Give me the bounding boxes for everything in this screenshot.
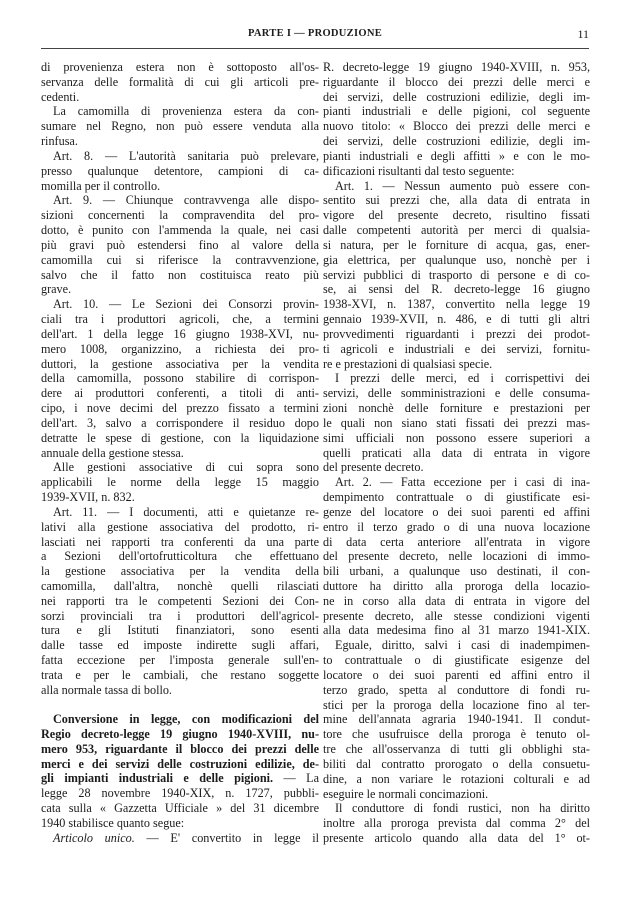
line-text: zioni nonchè delle forniture e prestazioni per	[323, 401, 590, 416]
text-line	[41, 757, 319, 772]
text-line	[323, 164, 590, 179]
text-line	[323, 60, 590, 75]
text-line	[323, 683, 590, 698]
paragraph-gap	[41, 698, 319, 713]
line-text: eseguire le normali concimazioni.	[323, 786, 489, 801]
line-text: terzo grado, spetta al conduttore di fondi ru-	[323, 682, 590, 697]
line-text: grave.	[41, 282, 72, 297]
line-text: dei servizi, delle costruzioni edilizie, degli im-	[323, 134, 590, 149]
header-rule	[41, 48, 589, 49]
text-line	[323, 653, 590, 668]
line-text: cipo, i nove decimi del prezzo fissato a termini	[41, 401, 319, 416]
bold-heading-text: gli impianti industriali e delle pigioni.	[41, 771, 274, 786]
line-text: gennaio 1939-XVII, n. 486, e di tutti gli altri	[323, 312, 590, 327]
text-line	[41, 801, 319, 816]
text-line	[323, 668, 590, 683]
line-text: riguardante il blocco dei prezzi delle merci e	[323, 74, 590, 89]
text-line	[41, 119, 319, 134]
text-line	[323, 193, 590, 208]
text-line	[323, 179, 590, 194]
text-line	[323, 401, 590, 416]
text-line	[323, 119, 590, 134]
line-text: pianti industriali e degli affitti » e con le mo-	[323, 148, 590, 163]
text-line	[323, 623, 590, 638]
line-text: del presente decreto.	[323, 460, 424, 475]
text-line	[323, 446, 590, 461]
text-line	[323, 312, 590, 327]
text-line	[41, 431, 319, 446]
line-text: duttori, la gestione associativa per la vendita	[41, 356, 319, 371]
text-line	[41, 535, 319, 550]
text-line	[323, 297, 590, 312]
line-text: se, ai sensi del R. decreto-legge 16 giugno	[323, 282, 590, 297]
text-line	[41, 742, 319, 757]
line-text: Art. 2. — Fatta eccezione per i casi di ina-	[335, 475, 590, 490]
line-text: Regio decreto-legge 19 giugno 1940-XVIII, nu-	[41, 726, 319, 741]
text-line	[41, 149, 319, 164]
text-line	[41, 401, 319, 416]
line-text: camomilla cui si riferisce la contravvenzione,	[41, 252, 319, 267]
line-text: salvo che il fatto non costituisca reato più	[41, 267, 319, 282]
line-text: dine, a non variare le rotazioni colturali e ad	[323, 771, 590, 786]
text-line	[323, 831, 590, 846]
line-text: di data certa anteriore all'entrata in vigore	[323, 534, 590, 549]
line-text: entro il terzo grado o di una nuova locazione	[323, 519, 590, 534]
line-text: sumare nel Regno, non può essere venduta alla	[41, 119, 319, 134]
line-text: Eguale, diritto, salvi i casi di inadempimen-	[335, 638, 590, 653]
line-text: duttore ha diritto alla proroga della locazio-	[323, 578, 590, 593]
text-line	[41, 238, 319, 253]
line-text: momilla per il controllo.	[41, 178, 161, 193]
text-line	[41, 104, 319, 119]
text-line	[41, 623, 319, 638]
line-text: ne in corso alla data di entrata in vigore del	[323, 593, 590, 608]
line-text: legge 28 novembre 1940-XIX, n. 1727, pubbli-	[41, 786, 319, 801]
line-text: mine dell'annata agraria 1940-1941. Il condut-	[323, 712, 590, 727]
text-line	[41, 223, 319, 238]
line-text: applicabili le norme della legge 15 maggio	[41, 475, 319, 490]
text-line	[41, 816, 319, 831]
text-line	[323, 505, 590, 520]
line-text: Conversione in legge, con modificazioni del	[53, 712, 319, 727]
text-line	[41, 771, 319, 786]
text-line	[41, 282, 319, 297]
line-text: cedenti.	[41, 89, 80, 104]
text-line	[323, 801, 590, 816]
text-line	[323, 460, 590, 475]
text-line	[41, 683, 319, 698]
line-text: servanza delle formalità di cui gli articoli pre-	[41, 74, 319, 89]
line-text: di provenienza estera non è sottoposto all'os-	[41, 60, 319, 74]
line-text: Art. 10. — Le Sezioni dei Consorzi provin-	[53, 297, 319, 312]
right-column	[323, 60, 590, 846]
text-line	[41, 505, 319, 520]
line-text: Alle gestioni associative di cui sopra sono	[53, 460, 319, 475]
line-text: locatore o dei suoi parenti ed affini entro il	[323, 667, 590, 682]
line-text: della camomilla, possono stabilire di corrispon-	[41, 371, 319, 386]
text-line	[41, 297, 319, 312]
text-line	[41, 342, 319, 357]
line-text: La camomilla di provenienza estera da con-	[53, 104, 319, 119]
text-line	[41, 268, 319, 283]
line-text: re e prestazioni di qualsiasi specie.	[323, 356, 493, 371]
text-line	[41, 549, 319, 564]
line-text: gia elettrica, per qualunque uso, nonchè per i	[323, 252, 590, 267]
text-line	[41, 520, 319, 535]
text-line	[323, 208, 590, 223]
text-line	[41, 490, 319, 505]
text-line	[323, 757, 590, 772]
line-text: Art. 11. — I documenti, atti e quietanze re-	[53, 504, 319, 519]
text-line	[41, 60, 319, 75]
line-text: stici per la proroga della locazione fino al ter-	[323, 697, 590, 712]
text-line	[41, 831, 319, 846]
text-line	[323, 149, 590, 164]
text-line	[323, 609, 590, 624]
text-line	[323, 327, 590, 342]
line-text: del presente decreto, nelle locazioni di immo-	[323, 549, 590, 564]
line-text: detratte le spese di gestione, con la liquidazione	[41, 430, 319, 445]
text-line	[323, 475, 590, 490]
line-text: fatta eccezione per l'imposta generale sull'en-	[41, 653, 319, 668]
text-line	[323, 772, 590, 787]
line-text: rinfusa.	[41, 134, 78, 149]
line-text: tore che usufruisce della proroga è tenuto ol-	[323, 727, 590, 742]
text-line	[323, 268, 590, 283]
text-line	[41, 253, 319, 268]
line-text: le quali non siano stati fissati dei prezzi mas-	[323, 415, 590, 430]
page-number: 11	[577, 27, 589, 41]
line-text: nuovo titolo: « Blocco dei prezzi delle merci e	[323, 119, 590, 134]
text-line	[323, 90, 590, 105]
text-line	[323, 490, 590, 505]
line-text: dificazioni risultanti dal testo seguente:	[323, 163, 515, 178]
line-text: merci e dei servizi delle costruzioni edilizie, de-	[41, 756, 319, 771]
line-text: 1940 stabilisce quanto segue:	[41, 815, 185, 830]
text-line	[323, 520, 590, 535]
line-text: presente decreto, alle stesse condizioni vigenti	[323, 608, 590, 623]
line-text: lasciati nei rapporti tra conferenti da una parte	[41, 534, 319, 549]
line-text: Il conduttore di fondi rustici, non ha diritto	[335, 801, 590, 816]
text-line	[323, 75, 590, 90]
line-text: lativi alla gestione associativa del prodotto, ri-	[41, 519, 319, 534]
running-header	[41, 28, 589, 44]
line-text: dalle competenti autorità per merci di qualsia-	[323, 223, 590, 238]
text-line	[41, 638, 319, 653]
line-text: trata e per le cambiali, che restano soggette	[41, 667, 319, 682]
text-line	[323, 282, 590, 297]
text-line	[323, 787, 590, 802]
text-line	[323, 712, 590, 727]
text-line	[323, 698, 590, 713]
text-line	[323, 816, 590, 831]
line-text: tura e gli Istituti finanziatori, sono esenti	[41, 623, 319, 638]
line-text: genze del locatore o dei suoi parenti ed affini	[323, 504, 590, 519]
line-text: Art. 9. — Chiunque contravvenga alle dispo-	[53, 193, 319, 208]
line-text: I prezzi delle merci, ed i corrispettivi dei	[335, 371, 590, 386]
line-text: cata sulla « Gazzetta Ufficiale » del 31 dicembre	[41, 801, 319, 816]
text-line	[41, 786, 319, 801]
text-line	[41, 208, 319, 223]
running-header-title: PARTE I — PRODUZIONE	[247, 28, 383, 39]
text-line	[41, 653, 319, 668]
text-line	[41, 609, 319, 624]
line-text: sizioni concernenti la compravendita del pro-	[41, 208, 319, 223]
text-line	[323, 535, 590, 550]
text-line	[41, 312, 319, 327]
line-text: simi ufficiali non possono essere superiori a	[323, 430, 590, 445]
text-line	[323, 386, 590, 401]
text-line	[41, 371, 319, 386]
line-text: — La	[273, 771, 319, 786]
line-text: presso qualunque detentore, campioni di ca-	[41, 163, 319, 178]
line-text: annuale della gestione stessa.	[41, 445, 184, 460]
line-text: mero 1008, organizzino, a richiesta dei pro-	[41, 341, 319, 356]
text-line	[323, 564, 590, 579]
line-text: provvedimenti riguardanti i prezzi dei prodot-	[323, 326, 590, 341]
text-line	[41, 564, 319, 579]
line-text: dere ai produttori conferenti, a titoli di anti-	[41, 386, 319, 401]
left-column	[41, 60, 319, 846]
text-line	[323, 431, 590, 446]
text-line	[41, 164, 319, 179]
line-text: inoltre alla proroga prevista dal comma 2° del	[323, 816, 590, 831]
text-line	[323, 253, 590, 268]
line-text: alla data medesima fino al 31 marzo 1941-XIX.	[323, 623, 590, 638]
line-text: dempimento contrattuale o di giustificate esi-	[323, 490, 590, 505]
text-line	[41, 90, 319, 105]
line-text: nei rapporti tra le competenti Sezioni dei Con-	[41, 593, 319, 608]
text-line	[41, 416, 319, 431]
line-text: mero 953, riguardante il blocco dei prezzi delle	[41, 741, 319, 756]
text-line	[41, 668, 319, 683]
line-text: biliti dal contratto prorogato o della consuetu-	[323, 756, 590, 771]
line-text: camomilla, dall'altra, nonchè quelli rilasciati	[41, 578, 319, 593]
text-line	[41, 579, 319, 594]
line-text: bili urbani, a qualunque uso destinati, il con-	[323, 564, 590, 579]
text-line	[323, 238, 590, 253]
line-text: dei servizi, delle costruzioni edilizie, degli im-	[323, 89, 590, 104]
text-line	[323, 104, 590, 119]
line-text: vigore del presente decreto, risultino fissati	[323, 208, 590, 223]
line-text: sentito sui prezzi che, alla data di entrata in	[323, 193, 590, 208]
line-text: alla normale tassa di bollo.	[41, 682, 172, 697]
text-line	[323, 416, 590, 431]
text-line	[41, 134, 319, 149]
line-text: tre che all'osservanza di tutti gli obblighi sta-	[323, 742, 590, 757]
text-line	[323, 357, 590, 372]
line-text: R. decreto-legge 19 giugno 1940-XVIII, n. 953,	[323, 60, 590, 74]
line-text: la gestione associativa per la vendita della	[41, 564, 319, 579]
line-text: ti agricoli e industriali e dei servizi, fornitu-	[323, 341, 590, 356]
text-line	[41, 357, 319, 372]
line-text: Art. 1. — Nessun aumento può essere con-	[335, 178, 590, 193]
italic-label: Articolo unico.	[53, 830, 135, 845]
text-line	[323, 342, 590, 357]
text-line	[41, 446, 319, 461]
text-line	[41, 327, 319, 342]
line-text: dalle tasse ed imposte indirette sugli affari,	[41, 638, 319, 653]
line-text: pianti industriali e delle pigioni, col seguente	[323, 104, 590, 119]
text-line	[323, 594, 590, 609]
text-line	[323, 742, 590, 757]
text-line	[41, 193, 319, 208]
line-text: dotto, è punito con l'ammenda la quale, nei casi	[41, 223, 319, 238]
line-text: presente articolo quando alla data del 1° ot-	[323, 831, 590, 846]
line-text: dell'art. 3, salvo a corrispondere il residuo dopo	[41, 415, 319, 430]
line-text: dell'art. 1 della legge 16 giugno 1938-XVI, nu-	[41, 326, 319, 341]
text-line	[323, 134, 590, 149]
line-text: quelli praticati alla data di entrata in vigore	[323, 445, 590, 460]
line-text: Art. 8. — L'autorità sanitaria può prelevare,	[53, 148, 319, 163]
line-text: to contrattuale o di giustificate esigenze del	[323, 653, 590, 668]
text-line	[41, 712, 319, 727]
text-line	[323, 223, 590, 238]
line-text: a Sezioni dell'ortofrutticoltura che effettuano	[41, 549, 319, 564]
line-text: si natura, per le forniture di acqua, gas, ener-	[323, 237, 590, 252]
line-text: servizi, delle somministrazioni e delle consuma-	[323, 386, 590, 401]
text-line	[41, 460, 319, 475]
line-text: 1938-XVI, n. 1387, convertito nella legge 19	[323, 297, 590, 312]
text-line	[41, 75, 319, 90]
line-text: sorzi provinciali tra i produttori dell'agricol-	[41, 608, 319, 623]
text-line	[41, 727, 319, 742]
text-line	[323, 638, 590, 653]
text-line	[41, 594, 319, 609]
line-text: 1939-XVII, n. 832.	[41, 490, 135, 505]
line-text: ciali tra i produttori agricoli, che, a termini	[41, 312, 319, 327]
line-text: servizi pubblici di trasporto di persone e di co-	[323, 267, 590, 282]
line-text: — E' convertito in legge il	[134, 830, 319, 845]
text-line	[41, 386, 319, 401]
text-line	[41, 475, 319, 490]
text-line	[323, 727, 590, 742]
text-line	[323, 549, 590, 564]
text-line	[323, 579, 590, 594]
text-line	[41, 179, 319, 194]
text-line	[323, 371, 590, 386]
line-text: più gravi può estendersi fino al valore della	[41, 237, 319, 252]
